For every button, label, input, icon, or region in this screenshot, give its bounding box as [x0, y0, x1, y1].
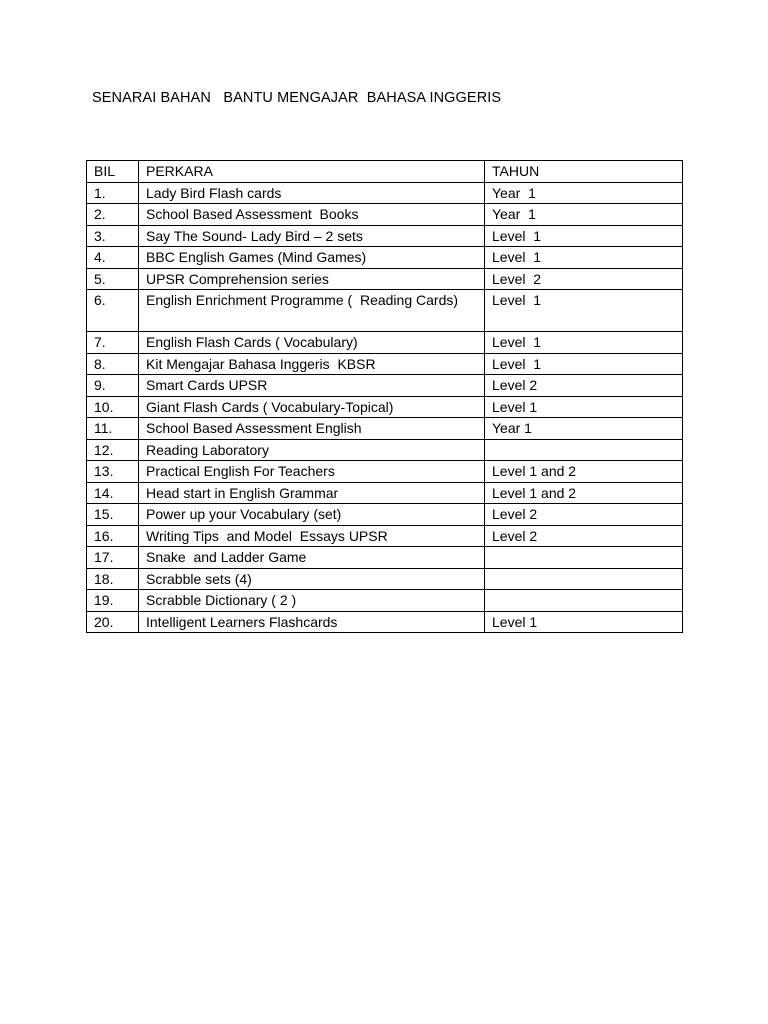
- cell-perkara: Giant Flash Cards ( Vocabulary-Topical): [139, 396, 485, 418]
- cell-perkara: Intelligent Learners Flashcards: [139, 611, 485, 633]
- table-row: [87, 525, 683, 547]
- table-row: [87, 225, 683, 247]
- table-row: [87, 547, 683, 569]
- header-tahun: TAHUN: [485, 161, 683, 183]
- cell-bil: 15.: [87, 504, 139, 526]
- table-row: [87, 353, 683, 375]
- table-row: [87, 332, 683, 354]
- cell-tahun: Year 1: [485, 182, 683, 204]
- cell-tahun: [485, 568, 683, 590]
- table-row: [87, 182, 683, 204]
- table-row: [87, 461, 683, 483]
- cell-tahun: Level 1: [485, 332, 683, 354]
- cell-tahun: Level 1: [485, 290, 683, 332]
- cell-bil: 19.: [87, 590, 139, 612]
- cell-bil: 2.: [87, 204, 139, 226]
- cell-bil: 7.: [87, 332, 139, 354]
- cell-perkara: English Flash Cards ( Vocabulary): [139, 332, 485, 354]
- cell-bil: 12.: [87, 439, 139, 461]
- cell-tahun: Level 1: [485, 353, 683, 375]
- cell-bil: 16.: [87, 525, 139, 547]
- cell-bil: 11.: [87, 418, 139, 440]
- table-row: [87, 568, 683, 590]
- cell-bil: 13.: [87, 461, 139, 483]
- cell-perkara: Smart Cards UPSR: [139, 375, 485, 397]
- cell-perkara: Reading Laboratory: [139, 439, 485, 461]
- table-header-row: [87, 161, 683, 183]
- cell-perkara: English Enrichment Programme ( Reading Cards): [139, 290, 485, 332]
- cell-perkara: School Based Assessment English: [139, 418, 485, 440]
- cell-perkara: Head start in English Grammar: [139, 482, 485, 504]
- cell-tahun: Year 1: [485, 204, 683, 226]
- cell-tahun: [485, 547, 683, 569]
- table-row: [87, 268, 683, 290]
- cell-perkara: Practical English For Teachers: [139, 461, 485, 483]
- page-title: SENARAI BAHAN BANTU MENGAJAR BAHASA INGGERIS: [92, 90, 502, 106]
- cell-bil: 10.: [87, 396, 139, 418]
- cell-bil: 8.: [87, 353, 139, 375]
- header-perkara: PERKARA: [139, 161, 485, 183]
- cell-perkara: Snake and Ladder Game: [139, 547, 485, 569]
- cell-tahun: [485, 590, 683, 612]
- cell-perkara: Kit Mengajar Bahasa Inggeris KBSR: [139, 353, 485, 375]
- materials-table: [86, 160, 683, 633]
- cell-perkara: Scrabble Dictionary ( 2 ): [139, 590, 485, 612]
- cell-tahun: Level 1: [485, 611, 683, 633]
- cell-tahun: Level 2: [485, 525, 683, 547]
- cell-tahun: Level 1: [485, 225, 683, 247]
- cell-bil: 14.: [87, 482, 139, 504]
- cell-tahun: Level 2: [485, 268, 683, 290]
- cell-tahun: Level 2: [485, 375, 683, 397]
- table-row: [87, 611, 683, 633]
- cell-tahun: Level 1 and 2: [485, 461, 683, 483]
- cell-tahun: [485, 439, 683, 461]
- cell-perkara: Lady Bird Flash cards: [139, 182, 485, 204]
- cell-tahun: Level 2: [485, 504, 683, 526]
- cell-perkara: BBC English Games (Mind Games): [139, 247, 485, 269]
- cell-bil: 5.: [87, 268, 139, 290]
- cell-bil: 9.: [87, 375, 139, 397]
- cell-bil: 18.: [87, 568, 139, 590]
- cell-bil: 20.: [87, 611, 139, 633]
- cell-perkara: Power up your Vocabulary (set): [139, 504, 485, 526]
- header-bil: BIL: [87, 161, 139, 183]
- table-row: [87, 204, 683, 226]
- cell-bil: 6.: [87, 290, 139, 332]
- cell-perkara: School Based Assessment Books: [139, 204, 485, 226]
- cell-perkara: Scrabble sets (4): [139, 568, 485, 590]
- table-row: [87, 482, 683, 504]
- table-row: [87, 290, 683, 332]
- table-row: [87, 418, 683, 440]
- table-row: [87, 590, 683, 612]
- cell-perkara: Writing Tips and Model Essays UPSR: [139, 525, 485, 547]
- cell-tahun: Level 1: [485, 396, 683, 418]
- cell-bil: 4.: [87, 247, 139, 269]
- cell-bil: 1.: [87, 182, 139, 204]
- cell-bil: 17.: [87, 547, 139, 569]
- cell-perkara: Say The Sound- Lady Bird – 2 sets: [139, 225, 485, 247]
- table-row: [87, 375, 683, 397]
- cell-tahun: Level 1 and 2: [485, 482, 683, 504]
- cell-bil: 3.: [87, 225, 139, 247]
- cell-tahun: Year 1: [485, 418, 683, 440]
- table-row: [87, 439, 683, 461]
- table-row: [87, 504, 683, 526]
- cell-perkara: UPSR Comprehension series: [139, 268, 485, 290]
- cell-tahun: Level 1: [485, 247, 683, 269]
- table-row: [87, 396, 683, 418]
- table-row: [87, 247, 683, 269]
